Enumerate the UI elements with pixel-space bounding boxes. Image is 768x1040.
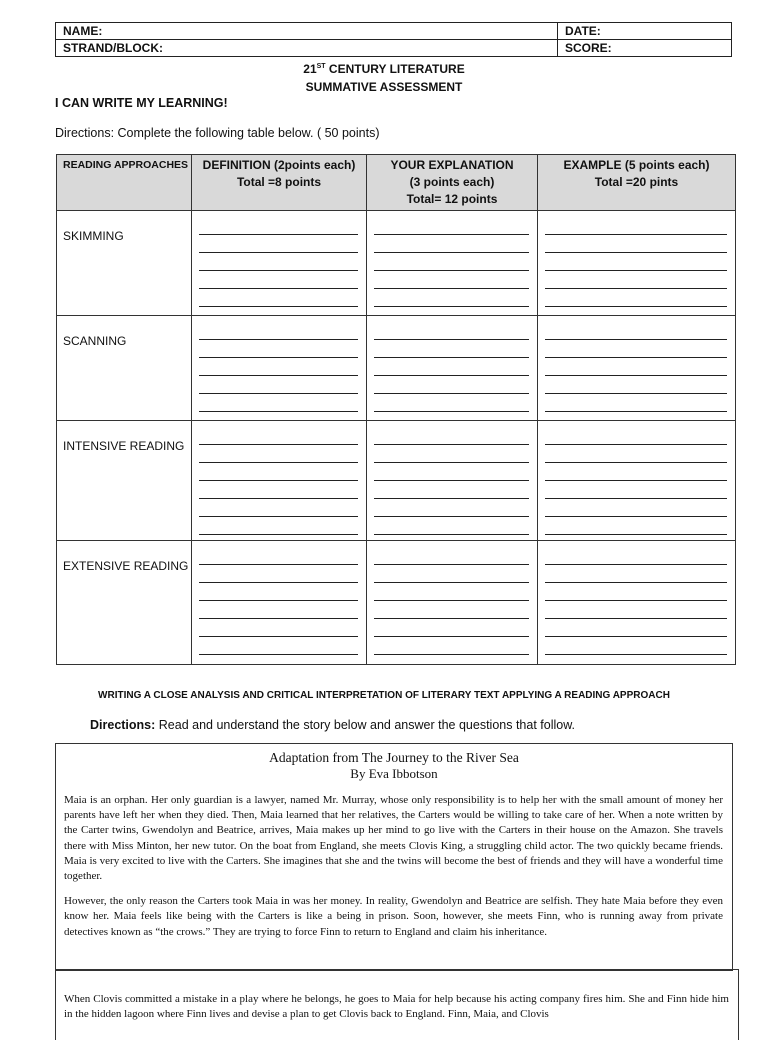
story-paragraph-2: However, the only reason the Carters took Maia in was her money. In reality, Gwendolyn and Beatrice are selfish. They hate Maia before they even know her. Maia feels like being with the Carters is like a being in prison. Soon, however, she meets Finn, who is running away from private detectives known as “the crows.” They are trying to force Finn to return to England and claim his inheritance.: [64, 895, 723, 938]
answer-cell[interactable]: [538, 541, 736, 665]
row-label-intensive: INTENSIVE READING: [57, 421, 192, 541]
score-label: SCORE:: [565, 41, 612, 55]
story-box-continued: [55, 969, 739, 1040]
header-definition: DEFINITION (2points each) Total =8 points: [192, 155, 367, 211]
section-2-heading: WRITING A CLOSE ANALYSIS AND CRITICAL INTERPRETATION OF LITERARY TEXT APPLYING A READING APPROACH: [98, 690, 670, 701]
row-label-scanning: SCANNING: [57, 316, 192, 421]
row-label-extensive: EXTENSIVE READING: [57, 541, 192, 665]
answer-cell[interactable]: [367, 421, 538, 541]
table-row: [57, 541, 736, 665]
strand-label: STRAND/BLOCK:: [63, 41, 163, 55]
table-header-row: [57, 155, 736, 211]
doc-title: 21ST CENTURY LITERATURE: [303, 62, 465, 76]
row-label-skimming: SKIMMING: [57, 211, 192, 316]
strand-field[interactable]: [56, 40, 558, 57]
answer-cell[interactable]: [192, 421, 367, 541]
directions-1: Directions: Complete the following table below. ( 50 points): [55, 126, 380, 140]
answer-cell[interactable]: [538, 316, 736, 421]
reading-approaches-table: [56, 154, 736, 665]
story-paragraph-3: When Clovis committed a mistake in a play where he belongs, he goes to Maia for help because his acting company fires him. She and Finn hide him in the hidden lagoon where Finn lives and devise a plan to get Clovis back to England. Finn, Maia, and Clovis: [64, 993, 729, 1021]
story-box: [55, 743, 733, 971]
story-paragraph-1: Maia is an orphan. Her only guardian is a lawyer, named Mr. Murray, whose only responsibility is to help her with the small amount of money her parents have left her when they died. Then, Maia learned that her relatives, the Carters would be willing to take care of her. When a note written by the Carter twins, Gwendolyn and Beatrice, arrives, Maia makes up her mind to go live with the Carters in their house on the Amazon. She travels there with Miss Minton, her new tutor. On the boat from England, she meets Clovis King, a struggling child actor. The two quickly became friends. Maia is very excited to live with the Carters. She imagines that she and the twins will become the best of friends and they will have a wonderful time together.: [64, 794, 723, 883]
answer-cell[interactable]: [367, 211, 538, 316]
student-info-table: [55, 22, 732, 57]
header-example: EXAMPLE (5 points each) Total =20 pints: [538, 155, 736, 211]
story-author: By Eva Ibbotson: [350, 766, 438, 781]
answer-cell[interactable]: [192, 541, 367, 665]
can-write-heading: I CAN WRITE MY LEARNING!: [55, 96, 228, 110]
table-row: [57, 316, 736, 421]
answer-cell[interactable]: [538, 211, 736, 316]
answer-cell[interactable]: [367, 541, 538, 665]
name-field[interactable]: [56, 23, 558, 40]
table-row: [57, 211, 736, 316]
answer-cell[interactable]: [538, 421, 736, 541]
doc-subtitle: SUMMATIVE ASSESSMENT: [305, 80, 463, 94]
answer-cell[interactable]: [192, 316, 367, 421]
header-explanation: YOUR EXPLANATION (3 points each) Total= 12 points: [367, 155, 538, 211]
score-field[interactable]: [558, 40, 732, 57]
answer-cell[interactable]: [192, 211, 367, 316]
date-label: DATE:: [565, 24, 601, 38]
story-title: Adaptation from The Journey to the River Sea: [269, 750, 519, 765]
name-label: NAME:: [63, 24, 103, 38]
table-row: [57, 421, 736, 541]
header-reading-approaches: READING APPROACHES: [57, 155, 192, 211]
directions-2: Directions: Read and understand the story below and answer the questions that follow.: [90, 718, 576, 732]
answer-cell[interactable]: [367, 316, 538, 421]
date-field[interactable]: [558, 23, 732, 40]
